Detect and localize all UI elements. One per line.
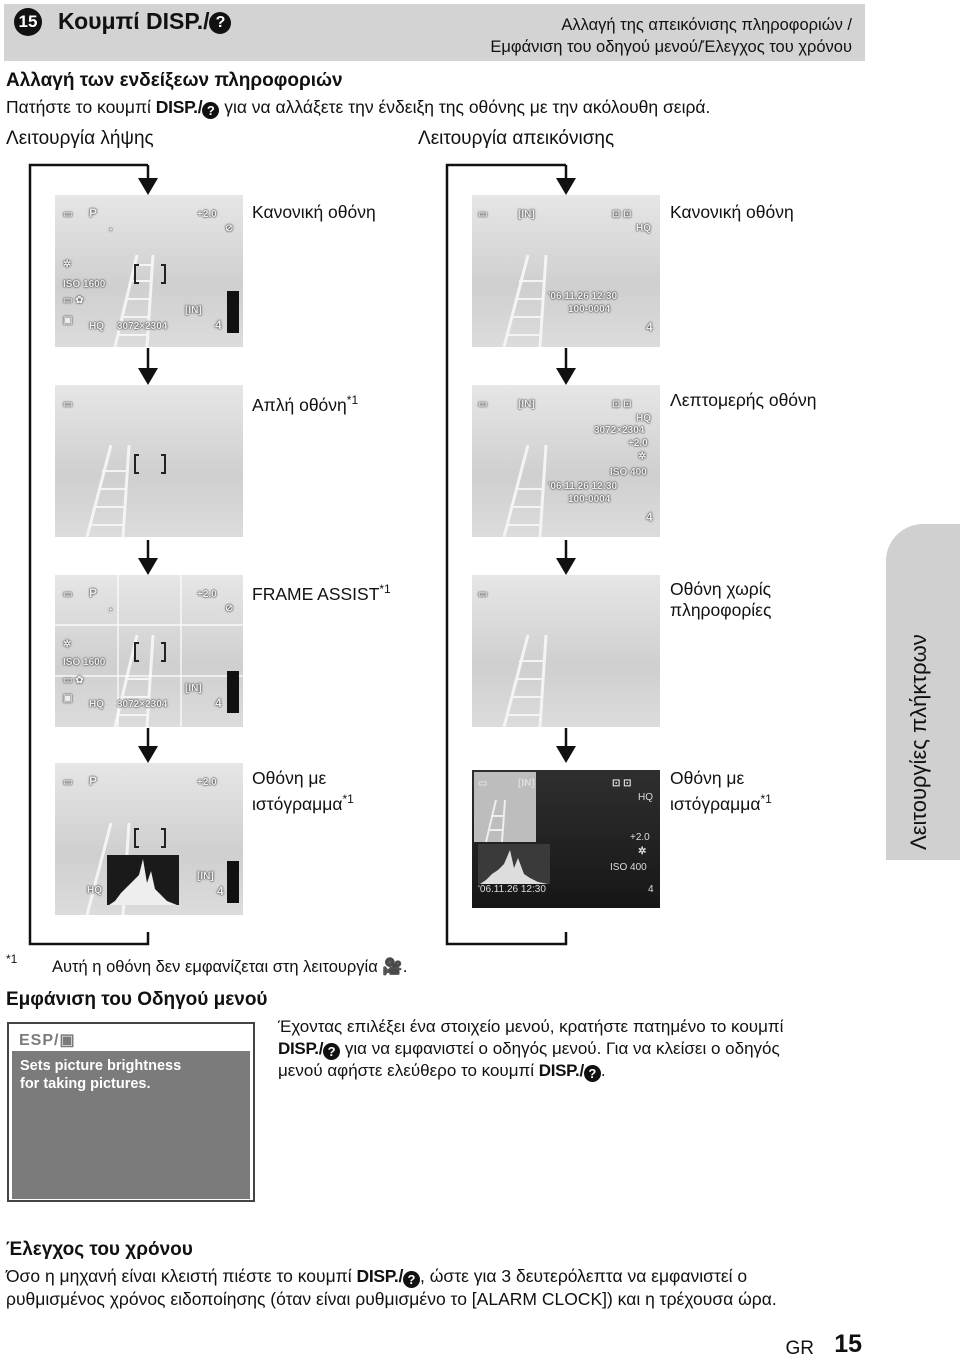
ladder-photo: [472, 575, 660, 727]
frame-number: 4: [646, 320, 653, 334]
menu-guide-text: Έχοντας επιλέξει ένα στοιχείο μενού, κρατήστε πατημένο το κουμπί DISP./ ? για να εμφανιστεί ο οδηγός μενού. Για να κλείσει ο οδηγός μενού αφήστε ελεύθερο το κουμπί DISP./ ? .: [278, 1017, 784, 1081]
resolution: 3072×2304: [594, 425, 645, 436]
image-quality: HQ: [89, 321, 104, 332]
self-timer-icon: ◔: [107, 225, 114, 236]
lcd-shooting-normal: [55, 195, 243, 347]
battery-icon: ▭: [478, 399, 488, 410]
exposure-compensation: +2.0: [630, 832, 650, 843]
metering-icon: ▣: [63, 315, 73, 326]
camera-icon: ▣: [59, 1032, 76, 1049]
label-shooting-simple: Απλή οθόνη$^{*1}$: [252, 393, 359, 415]
iso-value: ISO 400: [610, 862, 647, 873]
intro-text: Πατήστε το κουμπί DISP./ ? για να αλλάξετε την ένδειξη της οθόνης με την ακόλουθη σειρά.: [6, 97, 711, 118]
memory-indicator: [IN]: [185, 683, 202, 694]
date-time: '06.11.26 12:30: [478, 884, 546, 895]
white-balance-icon: ✲: [638, 846, 647, 857]
memory-indicator: [IN]: [518, 399, 535, 410]
label-playback-normal: Κανονική οθόνη: [670, 202, 794, 222]
date-time: '06.11.26 12:30: [548, 291, 618, 302]
self-timer-icon: ◔: [107, 605, 114, 616]
battery-icon: ▭: [63, 399, 73, 410]
date-time: '06.11.26 12:30: [548, 481, 618, 492]
print-protect-icon: ⊡ ⊡: [612, 778, 632, 789]
side-chapter-label: Λειτουργίες πλήκτρων: [906, 634, 931, 850]
lcd-playback-histogram: [472, 770, 660, 908]
help-question-icon: ?: [209, 12, 231, 34]
lcd-shooting-histogram: [55, 763, 243, 915]
section-heading-time-check: Έλεγχος του χρόνου: [6, 1239, 193, 1260]
battery-icon: ▭: [63, 209, 73, 220]
page-number: 15: [834, 1330, 862, 1358]
memory-indicator: [IN]: [197, 871, 214, 882]
remaining-shots: 4: [217, 884, 224, 898]
help-question-icon: ?: [323, 1043, 340, 1060]
memory-indicator: [IN]: [185, 305, 202, 316]
flash-off-icon: ⊘: [225, 603, 234, 614]
battery-icon: ▭: [63, 589, 73, 600]
battery-icon: ▭: [63, 777, 73, 788]
white-balance-icon: ✲: [63, 639, 72, 650]
help-question-icon: ?: [403, 1271, 420, 1288]
section-number-badge: 15: [14, 8, 42, 36]
remaining-shots: 4: [215, 696, 222, 710]
memory-indicator: [IN]: [518, 209, 535, 220]
print-protect-icon: ⊡ ⊡: [612, 209, 632, 220]
iso-value: ISO 1600: [63, 279, 106, 290]
file-number: 100-0004: [568, 304, 611, 315]
memory-indicator: [IN]: [518, 778, 535, 789]
image-quality: HQ: [87, 885, 102, 896]
menu-guide-illustration: [7, 1022, 255, 1202]
resolution: 3072×2304: [117, 321, 168, 332]
lcd-playback-detailed: [472, 385, 660, 537]
image-quality: HQ: [89, 699, 104, 710]
section-heading-menu-guide: Εμφάνιση του Οδηγού μενού: [6, 989, 268, 1010]
image-quality: HQ: [636, 413, 651, 424]
drive-mode-icon: ▭ ✿: [63, 295, 84, 306]
page-title: Κουμπί DISP./ ?: [58, 8, 231, 35]
lcd-playback-normal: [472, 195, 660, 347]
white-balance-icon: ✲: [638, 451, 647, 462]
label-playback-detailed: Λεπτομερής οθόνη: [670, 390, 817, 410]
lcd-shooting-simple: [55, 385, 243, 537]
drive-mode-icon: ▭ ✿: [63, 675, 84, 686]
footnote-mark: *1: [6, 952, 18, 966]
movie-mode-icon: 🎥: [382, 958, 403, 976]
exposure-compensation: +2.0: [197, 589, 217, 600]
label-shooting-histogram: Οθόνη με ιστόγραμμα$^{*1}$: [252, 768, 354, 814]
footnote-text: Αυτή η οθόνη δεν εμφανίζεται στη λειτουργία 🎥.: [52, 958, 408, 976]
resolution: 3072×2304: [117, 699, 168, 710]
iso-value: ISO 1600: [63, 657, 106, 668]
battery-icon: ▭: [478, 778, 488, 789]
battery-icon: ▭: [478, 209, 488, 220]
file-number: 100-0004: [568, 494, 611, 505]
image-quality: HQ: [638, 792, 653, 803]
exposure-compensation: +2.0: [628, 438, 648, 449]
label-shooting-normal: Κανονική οθόνη: [252, 202, 376, 222]
exposure-compensation: +2.0: [197, 209, 217, 220]
frame-number: 4: [646, 510, 653, 524]
lcd-shooting-frame-assist: [55, 575, 243, 727]
guide-header: ESP/▣: [19, 1032, 76, 1049]
exposure-compensation: +2.0: [197, 777, 217, 788]
iso-value: ISO 400: [610, 467, 647, 478]
help-question-icon: ?: [584, 1065, 601, 1082]
shooting-mode: P: [89, 774, 98, 788]
metering-icon: ▣: [63, 693, 73, 704]
page-subtitle: Αλλαγή της απεικόνισης πληροφοριών / Εμφάνιση του οδηγού μενού/Έλεγχος του χρόνου: [490, 16, 852, 56]
print-protect-icon: ⊡ ⊡: [612, 399, 632, 410]
white-balance-icon: ✲: [63, 259, 72, 270]
shooting-mode: P: [89, 206, 98, 220]
section-heading-info-display: Αλλαγή των ενδείξεων πληροφοριών: [6, 70, 343, 91]
image-quality: HQ: [636, 223, 651, 234]
label-shooting-frame-assist: FRAME ASSIST$^{*1}$: [252, 582, 391, 604]
label-playback-no-info: Οθόνη χωρίς πληροφορίες: [670, 579, 772, 620]
language-code: GR: [785, 1338, 814, 1358]
lcd-playback-no-info: [472, 575, 660, 727]
battery-icon: ▭: [478, 589, 488, 600]
guide-text-box: Sets picture brightness for taking pictures.: [12, 1051, 250, 1199]
ladder-photo: [55, 385, 243, 537]
time-check-text: Όσο η μηχανή είναι κλειστή πιέστε το κουμπί DISP./ ? , ώστε για 3 δευτερόλεπτα να εμφανιστεί ο ρυθμισμένος χρόνος ειδοποίησης (όταν είναι ρυθμισμένο το [ALARM CLOCK]) και η τρέχουσα ώρα.: [6, 1266, 777, 1309]
shooting-mode: P: [89, 586, 98, 600]
shooting-mode-heading: Λειτουργία λήψης: [6, 128, 154, 149]
label-playback-histogram: Οθόνη με ιστόγραμμα$^{*1}$: [670, 768, 772, 814]
remaining-shots: 4: [215, 318, 222, 332]
help-question-icon: ?: [202, 102, 219, 119]
flash-off-icon: ⊘: [225, 223, 234, 234]
playback-mode-heading: Λειτουργία απεικόνισης: [418, 128, 615, 149]
frame-number: 4: [648, 884, 654, 895]
